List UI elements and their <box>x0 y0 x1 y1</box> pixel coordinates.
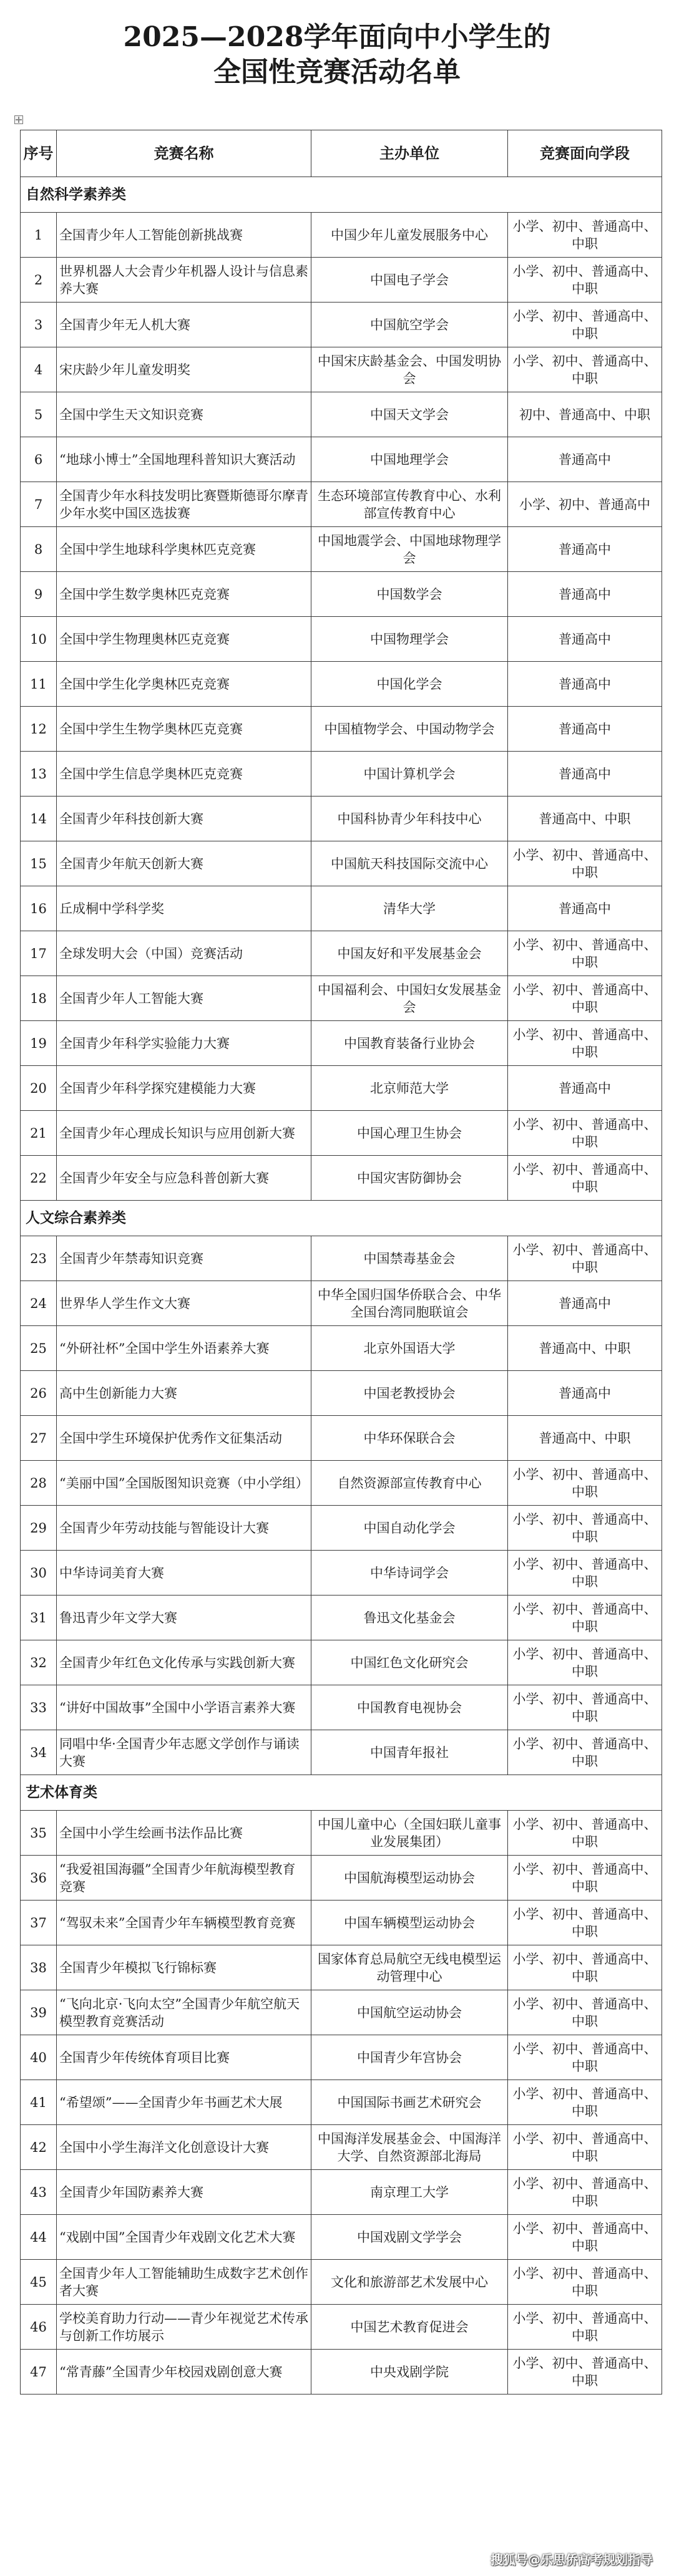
table-row <box>21 1551 662 1595</box>
row-number: 29 <box>21 1506 57 1551</box>
row-number: 13 <box>21 752 57 797</box>
table-row <box>21 1416 662 1461</box>
school-level: 普通高中 <box>508 662 662 707</box>
competition-name: “驾驭未来”全国青少年车辆模型教育竞赛 <box>57 1901 311 1945</box>
school-level: 小学、初中、普通高中、中职 <box>508 2260 662 2305</box>
competition-name: 全国中学生数学奥林匹克竞赛 <box>57 572 311 617</box>
school-level: 普通高中 <box>508 1371 662 1416</box>
table-row <box>21 1685 662 1730</box>
row-number: 39 <box>21 1990 57 2035</box>
competition-name: 全国青少年科学探究建模能力大赛 <box>57 1066 311 1111</box>
school-level: 普通高中 <box>508 617 662 662</box>
organizer: 中国化学会 <box>311 662 508 707</box>
school-level: 小学、初中、普通高中、中职 <box>508 213 662 258</box>
watermark: 搜狐号@乐思侨高考规划指导 <box>491 2552 653 2567</box>
school-level: 小学、初中、普通高中 <box>508 482 662 527</box>
organizer: 中央戏剧学院 <box>311 2350 508 2394</box>
school-level: 小学、初中、普通高中、中职 <box>508 1901 662 1945</box>
competition-name: “讲好中国故事”全国中小学语言素养大赛 <box>57 1685 311 1730</box>
table-row <box>21 1326 662 1371</box>
document-title <box>0 0 674 109</box>
competition-name: 全国青少年人工智能大赛 <box>57 976 311 1021</box>
competition-name: 全国中学生生物学奥林匹克竞赛 <box>57 707 311 752</box>
row-number: 36 <box>21 1856 57 1901</box>
header-level: 竞赛面向学段 <box>508 130 662 177</box>
competition-name: 全国中学生物理奥林匹克竞赛 <box>57 617 311 662</box>
school-level: 普通高中、中职 <box>508 1326 662 1371</box>
competition-name: 全国中小学生绘画书法作品比赛 <box>57 1811 311 1856</box>
table-row <box>21 617 662 662</box>
organizer: 中国教育装备行业协会 <box>311 1021 508 1066</box>
school-level: 小学、初中、普通高中、中职 <box>508 1111 662 1156</box>
row-number: 23 <box>21 1236 57 1281</box>
school-level: 小学、初中、普通高中、中职 <box>508 2035 662 2080</box>
school-level: 小学、初中、普通高中、中职 <box>508 1595 662 1640</box>
table-row <box>21 931 662 976</box>
table-row <box>21 1236 662 1281</box>
table-row <box>21 482 662 527</box>
school-level: 小学、初中、普通高中、中职 <box>508 1811 662 1856</box>
school-level: 小学、初中、普通高中、中职 <box>508 2080 662 2125</box>
row-number: 9 <box>21 572 57 617</box>
competition-name: “外研社杯”全国中学生外语素养大赛 <box>57 1326 311 1371</box>
organizer: 中国少年儿童发展服务中心 <box>311 213 508 258</box>
organizer: 中国地震学会、中国地球物理学会 <box>311 527 508 572</box>
organizer: 中华环保联合会 <box>311 1416 508 1461</box>
school-level: 普通高中 <box>508 527 662 572</box>
row-number: 3 <box>21 303 57 347</box>
organizer: 中华全国归国华侨联合会、中华全国台湾同胞联谊会 <box>311 1281 508 1326</box>
table-row <box>21 886 662 931</box>
school-level: 小学、初中、普通高中、中职 <box>508 841 662 886</box>
table-row <box>21 1021 662 1066</box>
competition-name: “常青藤”全国青少年校园戏剧创意大赛 <box>57 2350 311 2394</box>
table-move-handle-icon[interactable] <box>14 115 23 124</box>
competition-name: 世界机器人大会青少年机器人设计与信息素养大赛 <box>57 258 311 303</box>
row-number: 27 <box>21 1416 57 1461</box>
competition-name: 全国青少年心理成长知识与应用创新大赛 <box>57 1111 311 1156</box>
row-number: 33 <box>21 1685 57 1730</box>
competition-name: 全国青少年禁毒知识竞赛 <box>57 1236 311 1281</box>
school-level: 普通高中 <box>508 1281 662 1326</box>
title-line-1: 2025—2028学年面向中小学生的 <box>123 21 551 53</box>
competition-name: 全国青少年国防素养大赛 <box>57 2170 311 2215</box>
organizer: 文化和旅游部艺术发展中心 <box>311 2260 508 2305</box>
header-num: 序号 <box>21 130 57 177</box>
row-number: 26 <box>21 1371 57 1416</box>
school-level: 小学、初中、普通高中、中职 <box>508 1021 662 1066</box>
organizer: 中国自动化学会 <box>311 1506 508 1551</box>
organizer: 国家体育总局航空无线电模型运动管理中心 <box>311 1945 508 1990</box>
competition-name: 全国青少年模拟飞行锦标赛 <box>57 1945 311 1990</box>
school-level: 小学、初中、普通高中、中职 <box>508 1990 662 2035</box>
school-level: 小学、初中、普通高中、中职 <box>508 1506 662 1551</box>
row-number: 42 <box>21 2125 57 2170</box>
row-number: 44 <box>21 2215 57 2260</box>
header-org: 主办单位 <box>311 130 508 177</box>
organizer: 中国老教授协会 <box>311 1371 508 1416</box>
row-number: 24 <box>21 1281 57 1326</box>
row-number: 25 <box>21 1326 57 1371</box>
organizer: 中国海洋发展基金会、中国海洋大学、自然资源部北海局 <box>311 2125 508 2170</box>
competition-name: 全国中学生地球科学奥林匹克竞赛 <box>57 527 311 572</box>
organizer: 中国航天科技国际交流中心 <box>311 841 508 886</box>
school-level: 小学、初中、普通高中、中职 <box>508 2350 662 2394</box>
row-number: 4 <box>21 347 57 392</box>
competition-name: 全球发明大会（中国）竞赛活动 <box>57 931 311 976</box>
row-number: 18 <box>21 976 57 1021</box>
school-level: 小学、初中、普通高中、中职 <box>508 1685 662 1730</box>
school-level: 普通高中 <box>508 1066 662 1111</box>
competition-name: 全国中学生天文知识竞赛 <box>57 392 311 437</box>
table-row <box>21 2215 662 2260</box>
competition-name: 同唱中华·全国青少年志愿文学创作与诵读大赛 <box>57 1730 311 1775</box>
row-number: 41 <box>21 2080 57 2125</box>
school-level: 小学、初中、普通高中、中职 <box>508 1551 662 1595</box>
row-number: 12 <box>21 707 57 752</box>
organizer: 中国友好和平发展基金会 <box>311 931 508 976</box>
organizer: 中国车辆模型运动协会 <box>311 1901 508 1945</box>
organizer: 中华诗词学会 <box>311 1551 508 1595</box>
row-number: 21 <box>21 1111 57 1156</box>
school-level: 小学、初中、普通高中、中职 <box>508 931 662 976</box>
competition-name: 全国青少年传统体育项目比赛 <box>57 2035 311 2080</box>
row-number: 1 <box>21 213 57 258</box>
table-row <box>21 392 662 437</box>
table-row <box>21 797 662 841</box>
row-number: 2 <box>21 258 57 303</box>
table-row <box>21 1730 662 1775</box>
table-row <box>21 2125 662 2170</box>
organizer: 中国心理卫生协会 <box>311 1111 508 1156</box>
organizer: 自然资源部宣传教育中心 <box>311 1461 508 1506</box>
table-row <box>21 707 662 752</box>
table-row <box>21 572 662 617</box>
school-level: 小学、初中、普通高中、中职 <box>508 1156 662 1201</box>
row-number: 38 <box>21 1945 57 1990</box>
row-number: 40 <box>21 2035 57 2080</box>
competition-name: 全国青少年水科技发明比赛暨斯德哥尔摩青少年水奖中国区选拔赛 <box>57 482 311 527</box>
row-number: 10 <box>21 617 57 662</box>
row-number: 45 <box>21 2260 57 2305</box>
competition-name: 全国青少年人工智能创新挑战赛 <box>57 213 311 258</box>
table-row <box>21 258 662 303</box>
organizer: 北京师范大学 <box>311 1066 508 1111</box>
school-level: 小学、初中、普通高中、中职 <box>508 303 662 347</box>
table-row <box>21 976 662 1021</box>
organizer: 中国戏剧文学学会 <box>311 2215 508 2260</box>
organizer: 中国计算机学会 <box>311 752 508 797</box>
row-number: 14 <box>21 797 57 841</box>
competition-name: 全国青少年劳动技能与智能设计大赛 <box>57 1506 311 1551</box>
school-level: 小学、初中、普通高中、中职 <box>508 1730 662 1775</box>
competition-name: “美丽中国”全国版图知识竞赛（中小学组） <box>57 1461 311 1506</box>
school-level: 普通高中 <box>508 886 662 931</box>
organizer: 清华大学 <box>311 886 508 931</box>
table-row <box>21 2170 662 2215</box>
competition-name: 全国青少年人工智能辅助生成数字艺术创作者大赛 <box>57 2260 311 2305</box>
competition-name: 全国青少年科技创新大赛 <box>57 797 311 841</box>
table-row <box>21 303 662 347</box>
row-number: 32 <box>21 1640 57 1685</box>
table-row <box>21 1371 662 1416</box>
school-level: 小学、初中、普通高中、中职 <box>508 2215 662 2260</box>
table-row <box>21 347 662 392</box>
organizer: 南京理工大学 <box>311 2170 508 2215</box>
school-level: 小学、初中、普通高中、中职 <box>508 1236 662 1281</box>
table-row <box>21 2035 662 2080</box>
competition-name: 全国青少年安全与应急科普创新大赛 <box>57 1156 311 1201</box>
organizer: 中国灾害防御协会 <box>311 1156 508 1201</box>
organizer: 生态环境部宣传教育中心、水利部宣传教育中心 <box>311 482 508 527</box>
organizer: 中国航空运动协会 <box>311 1990 508 2035</box>
table-row <box>21 841 662 886</box>
table-row <box>21 2305 662 2350</box>
row-number: 5 <box>21 392 57 437</box>
school-level: 小学、初中、普通高中、中职 <box>508 1856 662 1901</box>
table-row <box>21 2080 662 2125</box>
organizer: 中国电子学会 <box>311 258 508 303</box>
organizer: 中国国际书画艺术研究会 <box>311 2080 508 2125</box>
competition-name: 高中生创新能力大赛 <box>57 1371 311 1416</box>
table-row <box>21 2260 662 2305</box>
organizer: 中国福利会、中国妇女发展基金会 <box>311 976 508 1021</box>
category-row <box>21 177 662 213</box>
competition-name: “地球小博士”全国地理科普知识大赛活动 <box>57 437 311 482</box>
competition-name: 全国中学生化学奥林匹克竞赛 <box>57 662 311 707</box>
row-number: 31 <box>21 1595 57 1640</box>
organizer: 中国青年报社 <box>311 1730 508 1775</box>
competition-name: 全国青少年科学实验能力大赛 <box>57 1021 311 1066</box>
row-number: 16 <box>21 886 57 931</box>
table-row <box>21 1281 662 1326</box>
table-row <box>21 2350 662 2394</box>
school-level: 小学、初中、普通高中、中职 <box>508 347 662 392</box>
competition-name: 世界华人学生作文大赛 <box>57 1281 311 1326</box>
organizer: 鲁迅文化基金会 <box>311 1595 508 1640</box>
row-number: 6 <box>21 437 57 482</box>
row-number: 17 <box>21 931 57 976</box>
table-row <box>21 1901 662 1945</box>
organizer: 中国物理学会 <box>311 617 508 662</box>
category-row <box>21 1201 662 1236</box>
competition-name: 学校美育助力行动——青少年视觉艺术传承与创新工作坊展示 <box>57 2305 311 2350</box>
competition-name: 全国青少年红色文化传承与实践创新大赛 <box>57 1640 311 1685</box>
school-level: 普通高中 <box>508 707 662 752</box>
row-number: 35 <box>21 1811 57 1856</box>
table-row <box>21 1640 662 1685</box>
organizer: 中国宋庆龄基金会、中国发明协会 <box>311 347 508 392</box>
table-row <box>21 213 662 258</box>
title-line-2: 全国性竞赛活动名单 <box>213 56 461 88</box>
table-row <box>21 752 662 797</box>
school-level: 小学、初中、普通高中、中职 <box>508 2125 662 2170</box>
organizer: 中国教育电视协会 <box>311 1685 508 1730</box>
table-body <box>21 177 662 2394</box>
organizer: 中国艺术教育促进会 <box>311 2305 508 2350</box>
organizer: 中国儿童中心（全国妇联儿童事业发展集团） <box>311 1811 508 1856</box>
table-row <box>21 1811 662 1856</box>
table-header-row <box>21 130 662 177</box>
competition-name: 全国中学生环境保护优秀作文征集活动 <box>57 1416 311 1461</box>
school-level: 小学、初中、普通高中、中职 <box>508 1640 662 1685</box>
row-number: 7 <box>21 482 57 527</box>
competition-name: 宋庆龄少年儿童发明奖 <box>57 347 311 392</box>
school-level: 小学、初中、普通高中、中职 <box>508 976 662 1021</box>
school-level: 普通高中 <box>508 572 662 617</box>
row-number: 37 <box>21 1901 57 1945</box>
table-row <box>21 1066 662 1111</box>
row-number: 30 <box>21 1551 57 1595</box>
organizer: 中国数学会 <box>311 572 508 617</box>
table-row <box>21 1461 662 1506</box>
table-row <box>21 662 662 707</box>
table-row <box>21 1856 662 1901</box>
table-row <box>21 1506 662 1551</box>
school-level: 普通高中 <box>508 437 662 482</box>
competition-name: “戏剧中国”全国青少年戏剧文化艺术大赛 <box>57 2215 311 2260</box>
header-name: 竞赛名称 <box>57 130 311 177</box>
school-level: 小学、初中、普通高中、中职 <box>508 1945 662 1990</box>
row-number: 47 <box>21 2350 57 2394</box>
table-row <box>21 1945 662 1990</box>
table-row <box>21 1595 662 1640</box>
row-number: 43 <box>21 2170 57 2215</box>
organizer: 中国科协青少年科技中心 <box>311 797 508 841</box>
row-number: 8 <box>21 527 57 572</box>
category-title: 艺术体育类 <box>21 1775 662 1811</box>
category-row <box>21 1775 662 1811</box>
school-level: 普通高中 <box>508 752 662 797</box>
table-row <box>21 1990 662 2035</box>
organizer: 中国禁毒基金会 <box>311 1236 508 1281</box>
table-row <box>21 527 662 572</box>
row-number: 19 <box>21 1021 57 1066</box>
competition-table <box>20 130 662 2394</box>
organizer: 中国天文学会 <box>311 392 508 437</box>
competition-name: 全国青少年航天创新大赛 <box>57 841 311 886</box>
organizer: 中国地理学会 <box>311 437 508 482</box>
row-number: 20 <box>21 1066 57 1111</box>
table-row <box>21 1111 662 1156</box>
competition-name: “希望颂”——全国青少年书画艺术大展 <box>57 2080 311 2125</box>
organizer: 中国航海模型运动协会 <box>311 1856 508 1901</box>
organizer: 北京外国语大学 <box>311 1326 508 1371</box>
row-number: 28 <box>21 1461 57 1506</box>
school-level: 小学、初中、普通高中、中职 <box>508 1461 662 1506</box>
school-level: 普通高中、中职 <box>508 797 662 841</box>
competition-name: “飞向北京·飞向太空”全国青少年航空航天模型教育竞赛活动 <box>57 1990 311 2035</box>
row-number: 46 <box>21 2305 57 2350</box>
school-level: 普通高中、中职 <box>508 1416 662 1461</box>
school-level: 初中、普通高中、中职 <box>508 392 662 437</box>
school-level: 小学、初中、普通高中、中职 <box>508 2170 662 2215</box>
competition-name: 全国中小学生海洋文化创意设计大赛 <box>57 2125 311 2170</box>
competition-name: 鲁迅青少年文学大赛 <box>57 1595 311 1640</box>
school-level: 小学、初中、普通高中、中职 <box>508 2305 662 2350</box>
competition-name: 丘成桐中学科学奖 <box>57 886 311 931</box>
school-level: 小学、初中、普通高中、中职 <box>508 258 662 303</box>
row-number: 11 <box>21 662 57 707</box>
competition-name: 全国中学生信息学奥林匹克竞赛 <box>57 752 311 797</box>
organizer: 中国青少年宫协会 <box>311 2035 508 2080</box>
category-title: 人文综合素养类 <box>21 1201 662 1236</box>
table-row <box>21 1156 662 1201</box>
competition-name: 全国青少年无人机大赛 <box>57 303 311 347</box>
organizer: 中国植物学会、中国动物学会 <box>311 707 508 752</box>
competition-name: “我爱祖国海疆”全国青少年航海模型教育竞赛 <box>57 1856 311 1901</box>
row-number: 22 <box>21 1156 57 1201</box>
competition-name: 中华诗词美育大赛 <box>57 1551 311 1595</box>
table-row <box>21 437 662 482</box>
organizer: 中国航空学会 <box>311 303 508 347</box>
row-number: 34 <box>21 1730 57 1775</box>
organizer: 中国红色文化研究会 <box>311 1640 508 1685</box>
row-number: 15 <box>21 841 57 886</box>
category-title: 自然科学素养类 <box>21 177 662 213</box>
